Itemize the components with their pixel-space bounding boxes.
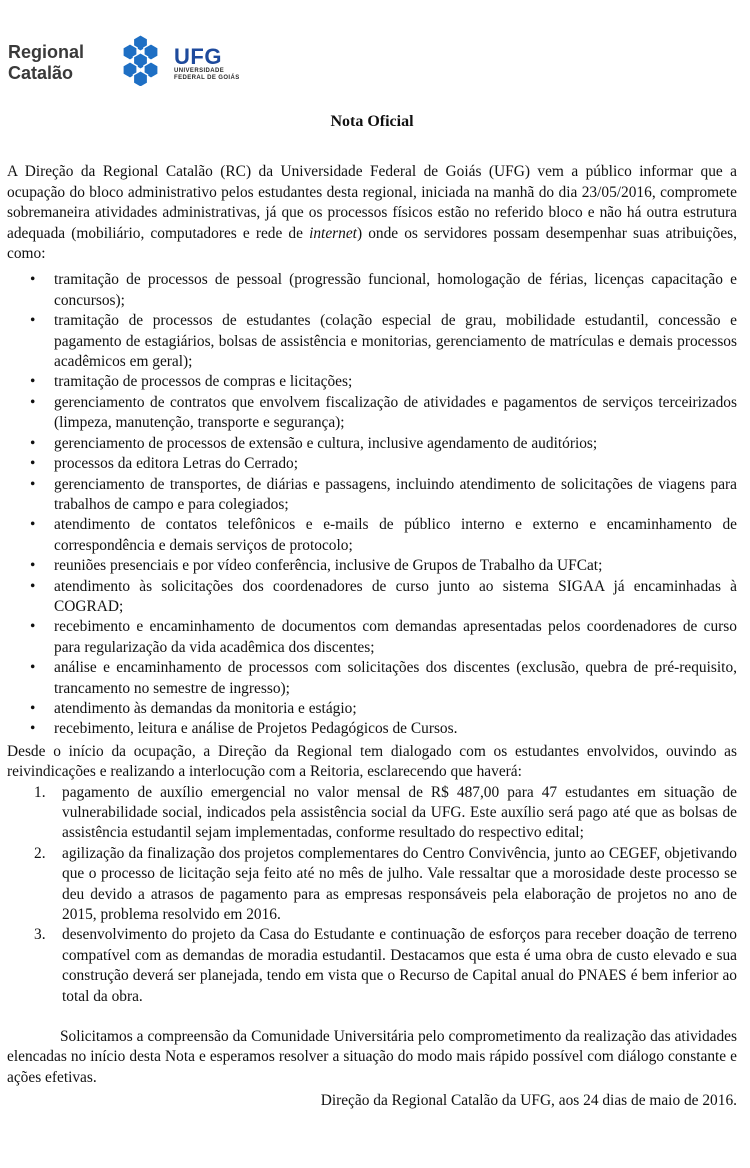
duty-item: • tramitação de processos de pessoal (progressão funcional, homologação de férias, licenças capacitação e concursos); (7, 270, 737, 311)
duty-item: • recebimento, leitura e análise de Projetos Pedagógicos de Cursos. (7, 719, 737, 739)
official-note (7, 112, 737, 1112)
ufg-abbrev: UFG (174, 44, 222, 69)
duty-item: • atendimento às demandas da monitoria e estágio; (7, 699, 737, 719)
duty-item: • gerenciamento de transportes, de diárias e passagens, incluindo atendimento de solicitações de viagens para trabalhos de campo e para colegiados; (7, 475, 737, 516)
commitment-item (7, 844, 737, 926)
duty-item: • reuniões presenciais e por vídeo conferência, inclusive de Grupos de Trabalho da UFCat; (7, 556, 737, 576)
duty-item: • atendimento às solicitações dos coordenadores de curso junto ao sistema SIGAA já encaminhadas à COGRAD; (7, 577, 737, 618)
regional-catalao-wordmark (8, 42, 84, 84)
duty-item: • análise e encaminhamento de processos com solicitações dos discentes (exclusão, quebra de pré-requisito, trancamento no semestre de ingresso); (7, 658, 737, 699)
regional-line-1: Regional (8, 42, 85, 62)
commitment-text: pagamento de auxílio emergencial no valor mensal de R$ 487,00 para 47 estudantes em situação de vulnerabilidade social, indicados pela assistência social da UFG. Este auxílio será pago até que as bolsas de assistência estudantil sejam implementadas, conforme resultado do respectivo edital; (62, 783, 737, 842)
letterhead (8, 34, 248, 94)
commitment-number: 2. (34, 844, 46, 862)
closing-paragraph: Solicitamos a compreensão da Comunidade Universitária pelo comprometimento da realização das atividades elencadas no início desta Nota e esperamos resolver a situação do modo mais rápido possível com diálogo constante e ações efetivas. (7, 1028, 737, 1086)
duty-item: • gerenciamento de contratos que envolvem fiscalização de atividades e pagamentos de serviços terceirizados (limpeza, manutenção, transporte e segurança); (7, 393, 737, 434)
intro-text-part2: ) onde os servidores possam desempenhar suas atribuições, como: (7, 224, 737, 263)
duty-item: • atendimento de contatos telefônicos e e-mails de público interno e externo e encaminhamento de correspondência e demais serviços de protocolo; (7, 515, 737, 556)
ufg-hexagon-logo-icon (118, 34, 163, 86)
intro-paragraph (7, 162, 737, 264)
signature-line: Direção da Regional Catalão da UFG, aos 24 dias de maio de 2016. (320, 1092, 737, 1110)
document-title: Nota Oficial (330, 113, 414, 130)
duty-item: • gerenciamento de processos de extensão e cultura, inclusive agendamento de auditórios; (7, 434, 737, 454)
commitment-text: agilização da finalização dos projetos complementares do Centro Convivência, junto ao CEGEF, objetivando que o processo de licitação seja feito até no mês de julho. Vale ressaltar que a morosidade deste processo se deu devido a atrasos de pagamento para as empresas responsáveis pela elaboração de projetos no ano de 2015, problema resolvido em 2016. (62, 844, 737, 924)
ufg-line-2: FEDERAL DE GOIÁS (174, 75, 240, 81)
ufg-line-1: UNIVERSIDADE (174, 68, 225, 74)
dialogue-paragraph: Desde o início da ocupação, a Direção da Regional tem dialogado com os estudantes envolvidos, ouvindo as reivindicações e realizando a interlocução com a Reitoria, esclarecendo que haverá: (7, 742, 737, 781)
duties-list (7, 270, 737, 739)
commitment-text: desenvolvimento do projeto da Casa do Estudante e continuação de esforços para receber doação de terreno compatível com as demandas de moradia estudantil. Destacamos que esta é uma obra de custo elevado e sua construção deverá ser planejada, tendo em vista que o Recurso de Capital anual do PNAES é bem inferior ao total da obra. (62, 926, 737, 1005)
duty-item: • tramitação de processos de estudantes (colação especial de grau, mobilidade estudantil, concessão e pagamento de estagiários, bolsas de assistência e monitorias, gerenciamento de matrículas e demais processos acadêmicos em geral); (7, 311, 737, 372)
commitment-number: 1. (34, 783, 46, 801)
intro-italic-term: internet (309, 224, 357, 242)
commitments-list (7, 783, 737, 1007)
logo-hexagon (133, 71, 147, 86)
duty-item: • processos da editora Letras do Cerrado; (7, 454, 737, 474)
duty-item: • recebimento e encaminhamento de documentos com demandas apresentadas pelos coordenadores de curso para regularização da vida acadêmica dos discentes; (7, 617, 737, 658)
intro-text-part1: A Direção da Regional Catalão (RC) da Universidade Federal de Goiás (UFG) vem a público informar que a ocupação do bloco administrativo pelos estudantes desta regional, iniciada na manhã do dia 23/05/2016, compromete sobremaneira atividades administrativas, já que os processos físicos estão no referido bloco e não há outra estrutura adequada (mobiliário, computadores e rede de (7, 163, 737, 242)
duty-item: • tramitação de processos de compras e licitações; (7, 372, 737, 392)
commitment-number: 3. (34, 926, 46, 944)
ufg-wordmark (174, 46, 240, 82)
commitment-item (7, 925, 737, 1007)
commitment-item (7, 783, 737, 844)
regional-line-2: Catalão (8, 63, 74, 83)
